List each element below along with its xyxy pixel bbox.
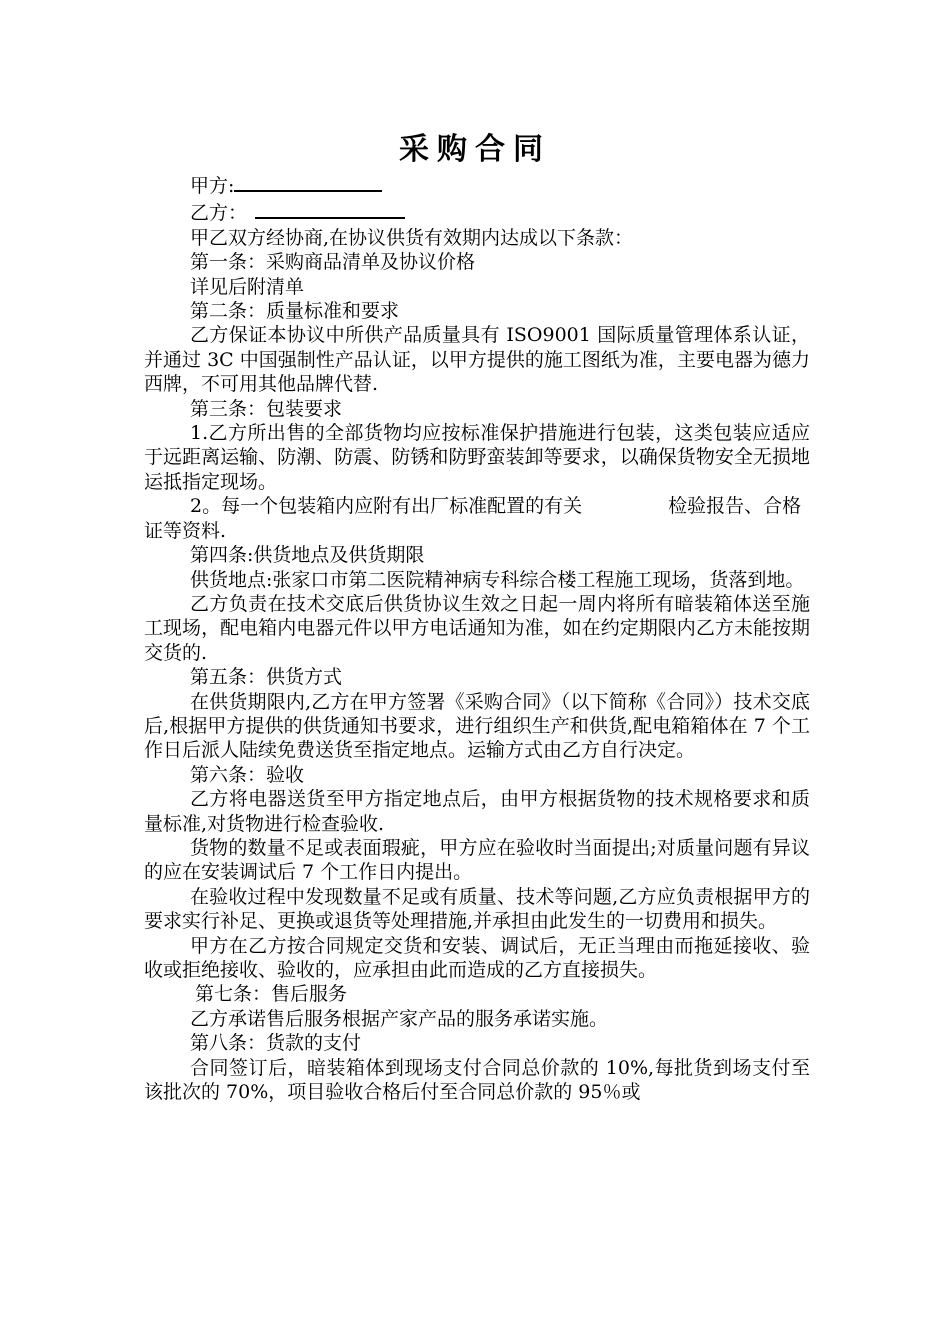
party-b-label: 乙方：: [190, 202, 248, 225]
article-1-heading: 第一条：采购商品清单及协议价格: [190, 251, 476, 274]
article-6-paragraph-2: 货物的数量不足或表面瑕疵，甲方应在验收时当面提出;对质量问题有异议的应在安装调试后 7 个工作日内提出。: [144, 836, 810, 884]
article-3-item-2-part-2: 检验报告、合格证等资料.: [144, 495, 802, 542]
article-7-body: 乙方承诺售后服务根据产家产品的服务承诺实施。: [190, 1007, 609, 1030]
article-3-heading: 第三条：包装要求: [190, 397, 343, 420]
document-title: 采购合同: [399, 132, 551, 167]
article-5-body: 在供货期限内,乙方在甲方签署《采购合同》（以下简称《合同》）技术交底后,根据甲方提供的供货通知书要求，进行组织生产和供货,配电箱箱体在 7 个工作日后派人陆续免费送货至指定地点。运输方式由乙方自行决定。: [144, 690, 810, 762]
article-3-item-2: [144, 494, 810, 543]
party-b-blank: [255, 198, 405, 219]
party-b-line: [144, 198, 810, 225]
article-4-heading: 第四条:供货地点及供货期限: [190, 544, 425, 567]
article-6-paragraph-4: 甲方在乙方按合同规定交货和安装、调试后，无正当理由而拖延接收、验收或拒绝接收、验收的，应承担由此而造成的乙方直接损失。: [144, 934, 810, 981]
document-body: [144, 171, 810, 1104]
intro-text: 甲乙双方经协商,在协议供货有效期内达成以下条款：: [190, 226, 634, 249]
article-8-heading: 第八条：货款的支付: [190, 1032, 362, 1055]
article-3-item-1: 1.乙方所出售的全部货物均应按标准保护措施进行包装，这类包装应适应于远距离运输、防潮、防震、防锈和防野蛮装卸等要求，以确保货物安全无损地运抵指定现场。: [144, 422, 810, 493]
article-8-body: 合同签订后，暗装箱体到现场支付合同总价款的 10%,每批货到场支付至该批次的 70%，项目验收合格后付至合同总价款的 95％或: [144, 1056, 810, 1104]
article-7-heading: 第七条：售后服务: [195, 983, 348, 1006]
article-4-period: 乙方负责在技术交底后供货协议生效之日起一周内将所有暗装箱体送至施工现场，配电箱内电器元件以甲方电话通知为准，如在约定期限内乙方未能按期交货的.: [144, 592, 810, 664]
article-5-heading: 第五条：供货方式: [190, 666, 343, 689]
article-2-heading: 第二条：质量标准和要求: [190, 300, 400, 323]
article-6-paragraph-1: 乙方将电器送货至甲方指定地点后，由甲方根据货物的技术规格要求和质量标准,对货物进行检查验收.: [144, 788, 810, 835]
article-6-paragraph-3: 在验收过程中发现数量不足或有质量、技术等问题,乙方应负责根据甲方的要求实行补足、更换或退货等处理措施,并承担由此发生的一切费用和损失。: [144, 885, 810, 933]
article-2-body: 乙方保证本协议中所供产品质量具有 ISO9001 国际质量管理体系认证，并通过 3C 中国强制性产品认证，以甲方提供的施工图纸为准，主要电器为德力西牌，不可用其他品牌代替.: [144, 324, 810, 396]
article-1-body: 详见后附清单: [190, 275, 305, 298]
article-3-item-2-part-1: 2。每一个包装箱内应附有出厂标准配置的有关: [190, 495, 583, 518]
party-a-blank: [234, 171, 382, 192]
article-6-heading: 第六条：验收: [190, 763, 305, 786]
article-4-location: 供货地点:张家口市第二医院精神病专科综合楼工程施工现场，货落到地。: [190, 568, 805, 591]
party-a-label: 甲方:: [190, 175, 235, 197]
party-a-line: [144, 171, 810, 198]
